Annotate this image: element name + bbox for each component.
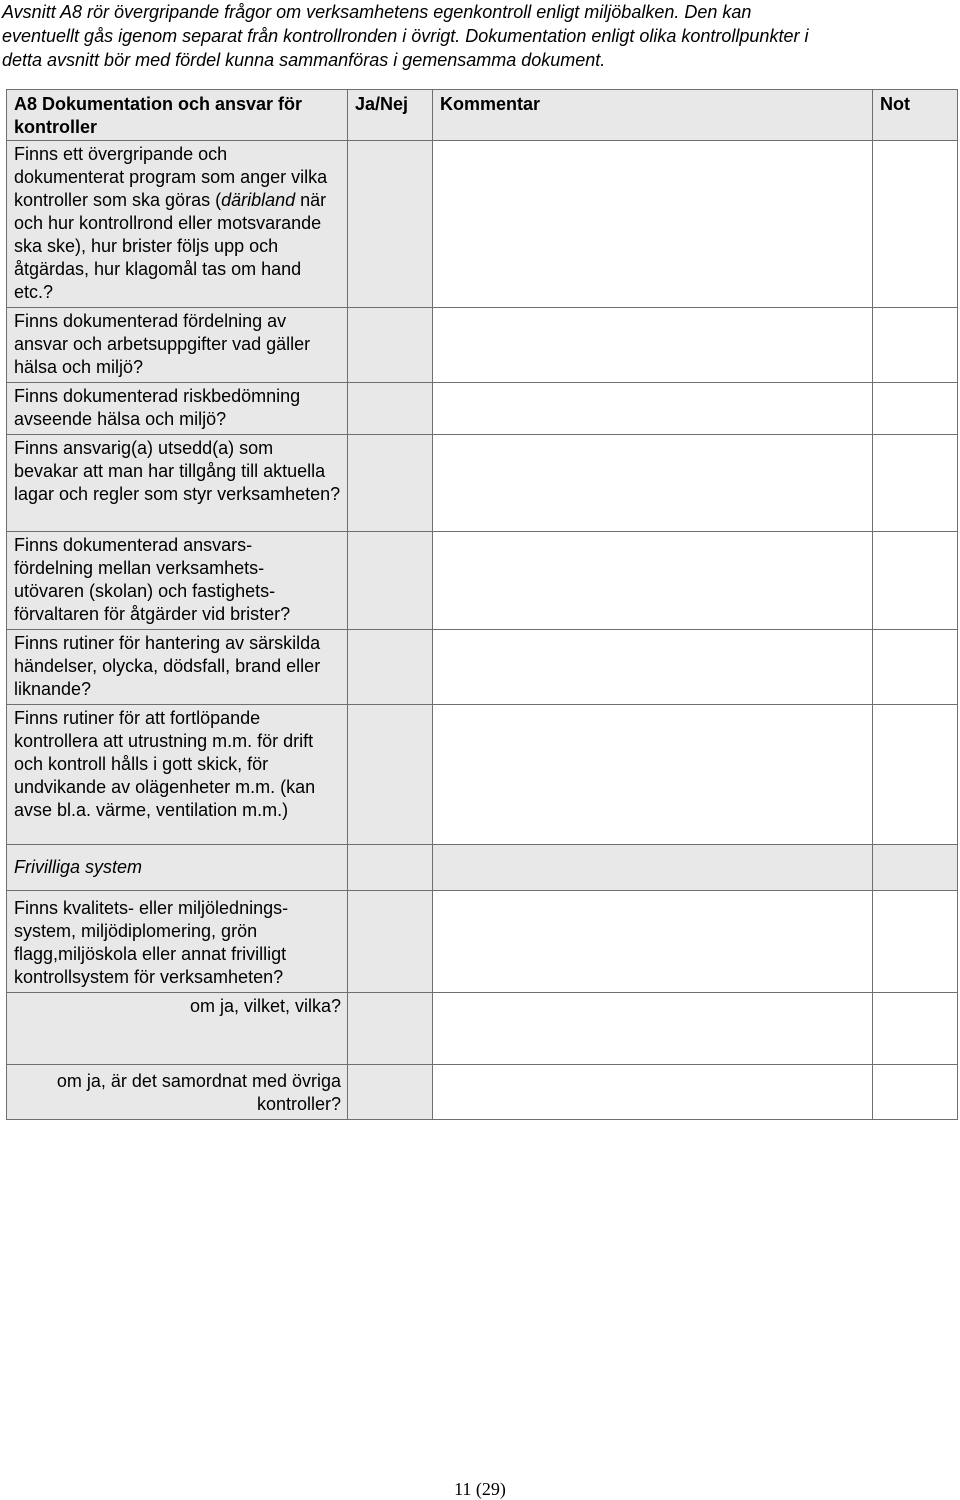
answer-cell[interactable] (348, 308, 433, 383)
note-cell[interactable] (873, 532, 958, 630)
table-row (7, 891, 958, 993)
answer-cell[interactable] (348, 383, 433, 435)
question-text: Finns dokumenterad ansvars- fördelning mellan verksamhets- utövaren (skolan) och fastighets- förvaltaren för åtgärder vid brister? (14, 535, 291, 624)
table-row (7, 383, 958, 435)
comment-cell[interactable] (433, 993, 873, 1065)
subheading-cell (7, 845, 348, 891)
note-cell[interactable] (873, 308, 958, 383)
column-header-not (873, 90, 958, 141)
comment-cell (433, 845, 873, 891)
table-row (7, 993, 958, 1065)
subheading-row (7, 845, 958, 891)
comment-cell[interactable] (433, 891, 873, 993)
question-text: Finns rutiner för hantering av särskilda händelser, olycka, dödsfall, brand eller liknande? (14, 633, 321, 699)
table-row (7, 630, 958, 705)
table-row (7, 532, 958, 630)
note-cell[interactable] (873, 435, 958, 532)
column-header-kommentar (433, 90, 873, 141)
table-row (7, 705, 958, 845)
answer-cell[interactable] (348, 993, 433, 1065)
comment-cell[interactable] (433, 435, 873, 532)
comment-cell[interactable] (433, 1065, 873, 1120)
answer-cell[interactable] (348, 630, 433, 705)
comment-cell[interactable] (433, 705, 873, 845)
question-text: Finns dokumenterad fördelning av ansvar och arbetsuppgifter vad gäller hälsa och miljö? (14, 311, 311, 377)
comment-cell[interactable] (433, 532, 873, 630)
intro-line: detta avsnitt bör med fördel kunna sammanföras i gemensamma dokument. (2, 50, 606, 70)
note-cell[interactable] (873, 993, 958, 1065)
note-cell[interactable] (873, 705, 958, 845)
subheading-text: Frivilliga system (14, 857, 143, 877)
question-cell (7, 141, 348, 308)
question-text: om ja, är det samordnat med övriga kontroller? (56, 1071, 341, 1114)
table-row (7, 308, 958, 383)
comment-cell[interactable] (433, 141, 873, 308)
column-header-label: Kommentar (440, 94, 541, 114)
column-header-ja-nej (348, 90, 433, 141)
column-header-label: Not (880, 94, 910, 114)
question-cell (7, 993, 348, 1065)
note-cell[interactable] (873, 141, 958, 308)
checklist-table (6, 89, 958, 1120)
comment-cell[interactable] (433, 383, 873, 435)
note-cell[interactable] (873, 1065, 958, 1120)
table-row (7, 141, 958, 308)
question-text: Finns ett övergripande och dokumenterat program som anger vilka kontroller som ska göras (däribland när och hur kontrollrond eller motsvarande ska ske), hur brister följs upp och åtgärdas, hur klagomål tas om hand etc.? (14, 144, 328, 302)
answer-cell[interactable] (348, 141, 433, 308)
intro-text (2, 0, 952, 72)
answer-cell[interactable] (348, 1065, 433, 1120)
answer-cell[interactable] (348, 891, 433, 993)
answer-cell (348, 845, 433, 891)
intro-line: Avsnitt A8 rör övergripande frågor om verksamhetens egenkontroll enligt miljöbalken. Den kan (2, 2, 752, 22)
answer-cell[interactable] (348, 435, 433, 532)
question-cell (7, 891, 348, 993)
comment-cell[interactable] (433, 630, 873, 705)
question-cell (7, 705, 348, 845)
answer-cell[interactable] (348, 532, 433, 630)
table-row (7, 1065, 958, 1120)
intro-line: eventuellt gås igenom separat från kontrollronden i övrigt. Dokumentation enligt olika kontrollpunkter i (2, 26, 809, 46)
table-row (7, 435, 958, 532)
question-text: Finns kvalitets- eller miljölednings- system, miljödiplomering, grön flagg,miljöskola eller annat frivilligt kontrollsystem för verksamheten? (14, 898, 289, 987)
note-cell (873, 845, 958, 891)
table-header-row (7, 90, 958, 141)
page-number: 11 (29) (454, 1479, 506, 1499)
question-cell (7, 630, 348, 705)
question-text: Finns rutiner för att fortlöpande kontrollera att utrustning m.m. för drift och kontroll hålls i gott skick, för undvikande av olägenheter m.m. (kan avse bl.a. värme, ventilation m.m.) (14, 708, 316, 820)
column-header-label: Ja/Nej (355, 94, 409, 114)
question-cell (7, 383, 348, 435)
note-cell[interactable] (873, 383, 958, 435)
answer-cell[interactable] (348, 705, 433, 845)
question-cell (7, 1065, 348, 1120)
question-text: om ja, vilket, vilka? (189, 996, 341, 1016)
question-cell (7, 435, 348, 532)
note-cell[interactable] (873, 630, 958, 705)
section-heading: A8 Dokumentation och ansvar för kontroller (7, 90, 348, 141)
note-cell[interactable] (873, 891, 958, 993)
question-text: Finns dokumenterad riskbedömning avseende hälsa och miljö? (14, 386, 301, 429)
question-cell (7, 308, 348, 383)
question-cell (7, 532, 348, 630)
comment-cell[interactable] (433, 308, 873, 383)
question-text: Finns ansvarig(a) utsedd(a) som bevakar att man har tillgång till aktuella lagar och regler som styr verksamheten? (14, 438, 341, 504)
